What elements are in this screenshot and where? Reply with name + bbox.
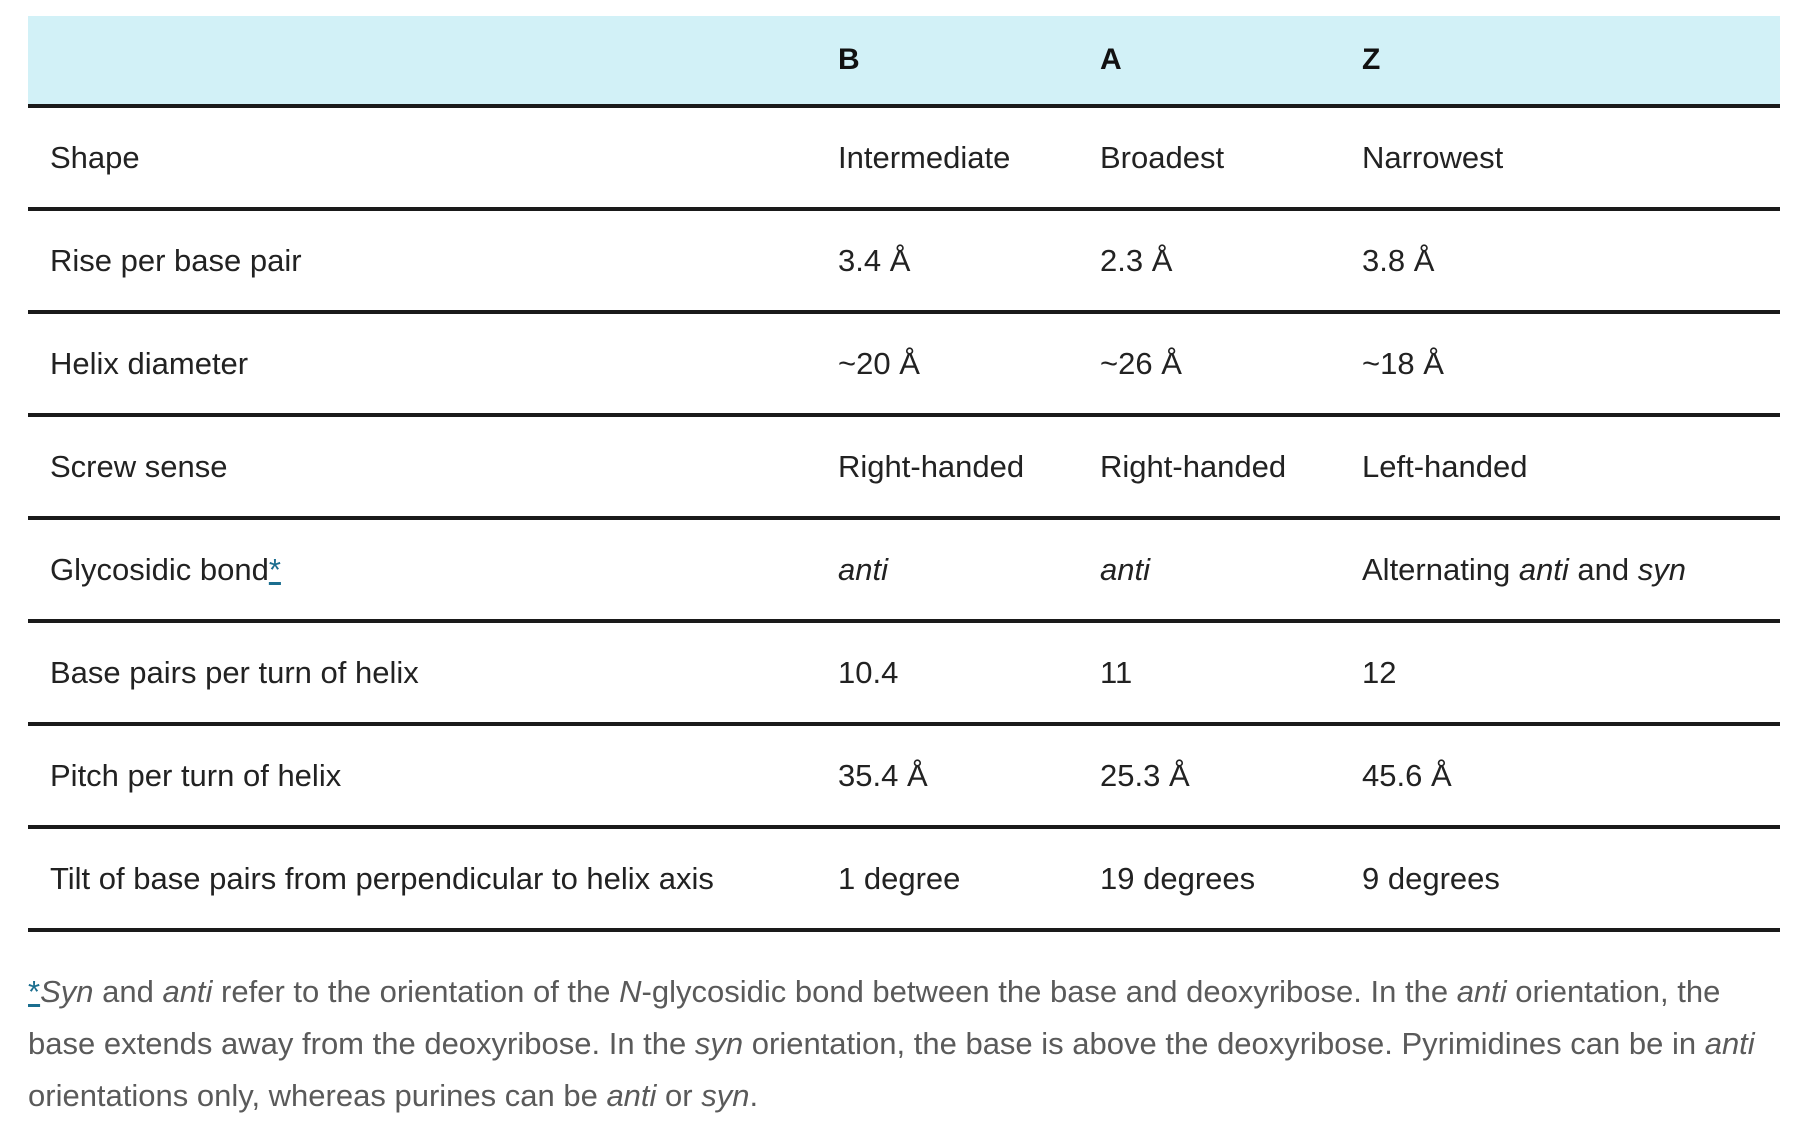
- cell-b: Intermediate: [838, 106, 1100, 209]
- row-label: [28, 518, 838, 621]
- row-label-text: Glycosidic bond: [50, 551, 269, 587]
- row-label: Shape: [28, 106, 838, 209]
- cell-b: 3.4 Å: [838, 209, 1100, 312]
- table-header-row: [28, 16, 1780, 106]
- cell-a: 25.3 Å: [1100, 724, 1362, 827]
- footnote-text: syn: [701, 1078, 750, 1113]
- footnote-link[interactable]: *: [268, 551, 281, 587]
- table-row: [28, 106, 1780, 209]
- footnote-text: -glycosidic bond between the base and deoxyribose. In the: [641, 974, 1457, 1009]
- table-row: [28, 415, 1780, 518]
- table-row: [28, 621, 1780, 724]
- cell-z-italic: syn: [1637, 551, 1687, 587]
- table-row: [28, 312, 1780, 415]
- footnote-text: or: [656, 1078, 702, 1113]
- table-row: [28, 827, 1780, 930]
- footnote-text: anti: [162, 974, 213, 1009]
- cell-a: ~26 Å: [1100, 312, 1362, 415]
- header-a-form: A: [1100, 16, 1362, 106]
- cell-b: 1 degree: [838, 827, 1100, 930]
- cell-a: Right-handed: [1100, 415, 1362, 518]
- row-label: Rise per base pair: [28, 209, 838, 312]
- footnote-text: refer to the orientation of the: [212, 974, 620, 1009]
- header-b-form: B: [838, 16, 1100, 106]
- table-row: [28, 209, 1780, 312]
- footnote-text: and: [93, 974, 163, 1009]
- cell-b: Right-handed: [838, 415, 1100, 518]
- row-label: Tilt of base pairs from perpendicular to helix axis: [28, 827, 838, 930]
- footnote-marker-link[interactable]: *: [28, 974, 41, 1009]
- cell-a: 2.3 Å: [1100, 209, 1362, 312]
- footnote-text: orientation, the base extends away from the deoxyribose. In the: [28, 974, 1721, 1061]
- cell-z: 12: [1362, 621, 1780, 724]
- cell-z: 45.6 Å: [1362, 724, 1780, 827]
- row-label: Pitch per turn of helix: [28, 724, 838, 827]
- cell-z-text: and: [1568, 551, 1638, 587]
- cell-b: 10.4: [838, 621, 1100, 724]
- header-z-form: Z: [1362, 16, 1780, 106]
- cell-z-italic: anti: [1518, 551, 1569, 587]
- footnote-text: Syn: [40, 974, 94, 1009]
- footnote-text: orientations only, whereas purines can be: [28, 1078, 607, 1113]
- footnote-text: anti: [1704, 1026, 1755, 1061]
- cell-z: ~18 Å: [1362, 312, 1780, 415]
- cell-z-text: Alternating: [1362, 551, 1519, 587]
- cell-a: 11: [1100, 621, 1362, 724]
- footnote-text: syn: [694, 1026, 744, 1061]
- cell-b: ~20 Å: [838, 312, 1100, 415]
- table-footnote: [28, 966, 1780, 1122]
- cell-z: 9 degrees: [1362, 827, 1780, 930]
- cell-b: anti: [838, 518, 1100, 621]
- cell-z: 3.8 Å: [1362, 209, 1780, 312]
- dna-helix-comparison-table: [28, 16, 1780, 932]
- footnote-text: N: [619, 974, 642, 1009]
- cell-a: anti: [1100, 518, 1362, 621]
- footnote-text: orientation, the base is above the deoxyribose. Pyrimidines can be in: [743, 1026, 1705, 1061]
- table-row: [28, 724, 1780, 827]
- cell-a: 19 degrees: [1100, 827, 1362, 930]
- cell-a: Broadest: [1100, 106, 1362, 209]
- footnote-text: anti: [606, 1078, 657, 1113]
- cell-z: Narrowest: [1362, 106, 1780, 209]
- footnote-text: anti: [1456, 974, 1507, 1009]
- cell-b: 35.4 Å: [838, 724, 1100, 827]
- row-label: Helix diameter: [28, 312, 838, 415]
- cell-z: Left-handed: [1362, 415, 1780, 518]
- table-row: [28, 518, 1780, 621]
- footnote-text: .: [749, 1078, 759, 1113]
- row-label: Screw sense: [28, 415, 838, 518]
- header-empty: [28, 16, 838, 106]
- cell-z: [1362, 518, 1780, 621]
- row-label: Base pairs per turn of helix: [28, 621, 838, 724]
